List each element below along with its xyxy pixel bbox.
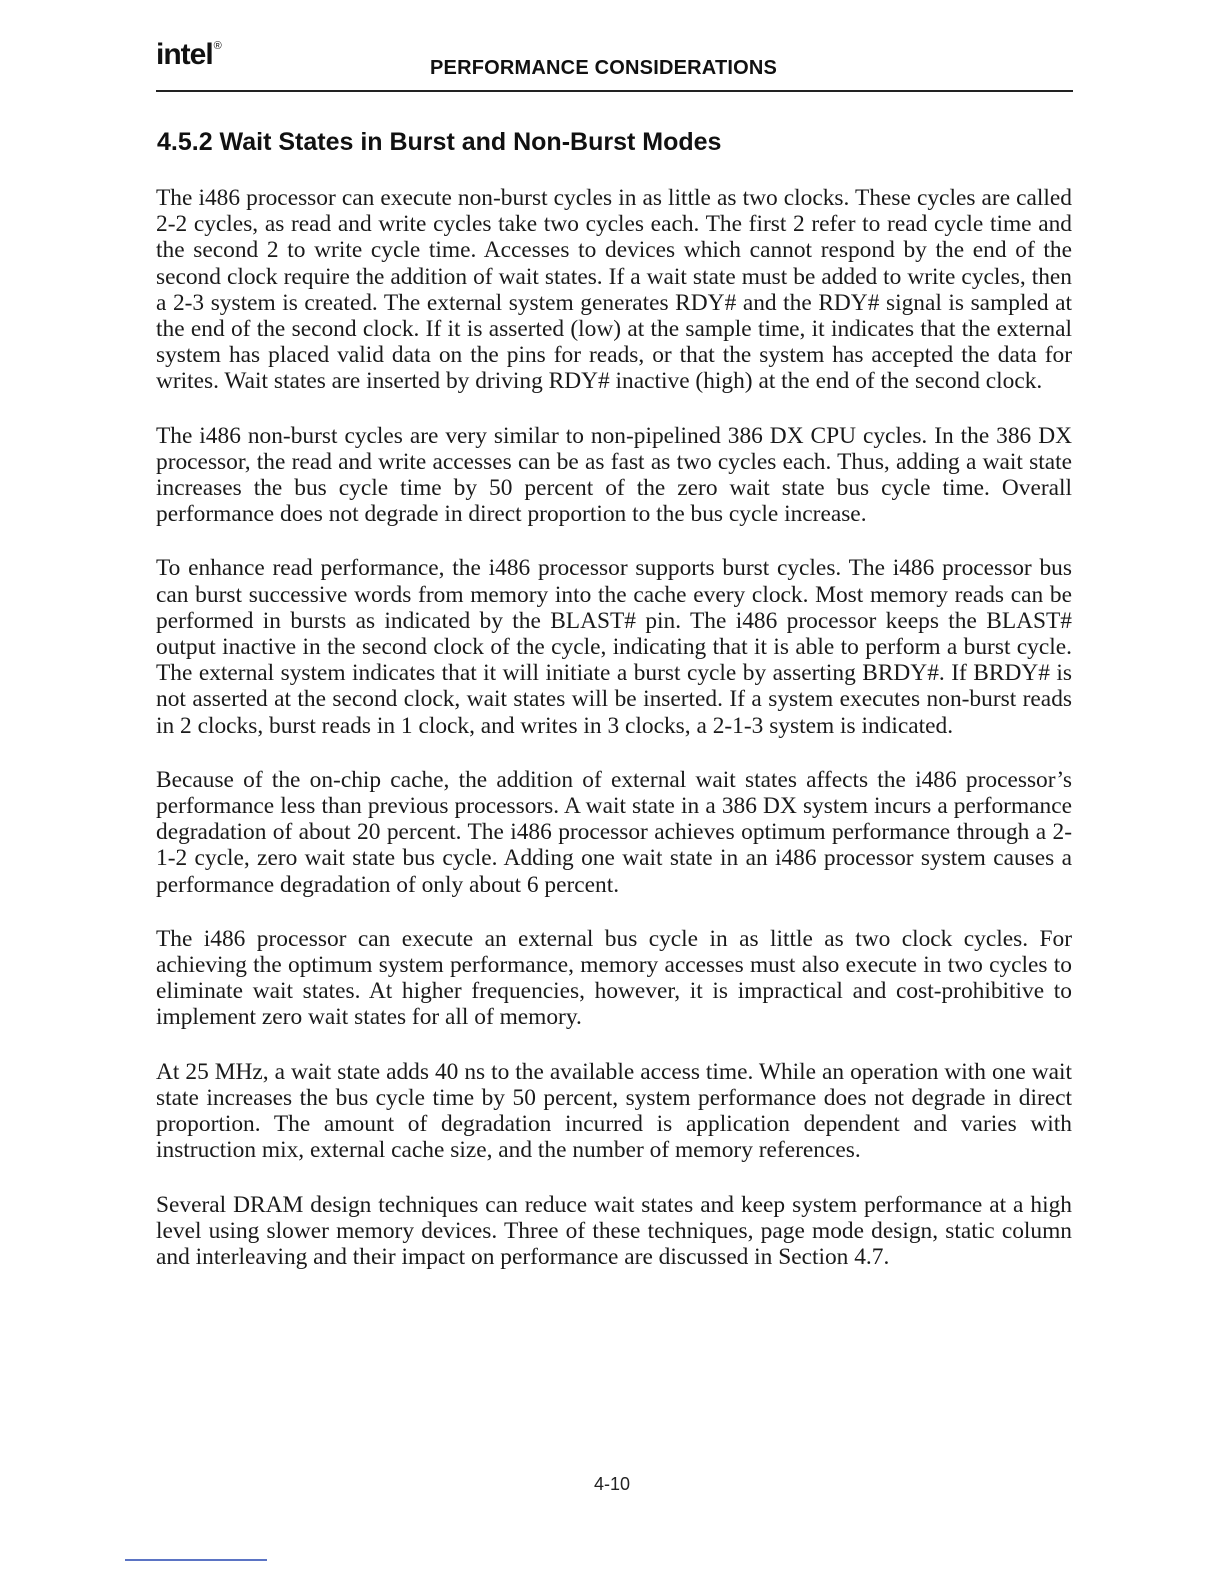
body-text [156, 185, 1072, 1298]
page-number: 4-10 [593, 1474, 631, 1494]
paragraph-6: At 25 MHz, a wait state adds 40 ns to the available access time. While an operation with one wait state increases the bus cycle time by 50 percent, system performance does not degrade in direct proportion. The amount of degradation incurred is application dependent and varies with instruction mix, external cache size, and the number of memory references. [156, 1058, 1072, 1164]
paragraph-4: Because of the on-chip cache, the addition of external wait states affects the i486 processor’s performance less than previous processors. A wait state in a 386 DX system incurs a performance degradation of about 20 percent. The i486 processor achieves optimum performance through a 2-1-2 cycle, zero wait state bus cycle. Adding one wait state in an i486 processor system causes a performance degradation of only about 6 percent. [156, 766, 1072, 898]
paragraph-1: The i486 processor can execute non-burst cycles in as little as two clocks. These cycles are called 2-2 cycles, as read and write cycles take two cycles each. The first 2 refer to read cycle time and the second 2 to write cycle time. Accesses to devices which cannot respond by the end of the second clock require the addition of wait states. If a wait state must be added to write cycles, then a 2-3 system is created. The external system generates RDY# and the RDY# signal is sampled at the end of the second clock. If it is asserted (low) at the sample time, it indicates that the external system has placed valid data on the pins for reads, or that the system has accepted the data for writes. Wait states are inserted by driving RDY# inactive (high) at the end of the second clock. [156, 185, 1072, 395]
registered-mark: ® [213, 40, 221, 52]
paragraph-5: The i486 processor can execute an external bus cycle in as little as two clock cycles. For achieving the optimum system performance, memory accesses must also execute in two cycles to eliminate wait states. At higher frequencies, however, it is impractical and cost-prohibitive to implement zero wait states for all of memory. [156, 925, 1072, 1031]
paragraph-2: The i486 non-burst cycles are very similar to non-pipelined 386 DX CPU cycles. In the 386 DX processor, the read and write accesses can be as fast as two cycles each. Thus, adding a wait state increases the bus cycle time by 50 percent of the zero wait state bus cycle time. Overall performance does not degrade in direct proportion to the bus cycle increase. [156, 422, 1072, 528]
header-rule [156, 90, 1073, 92]
paragraph-7: Several DRAM design techniques can reduce wait states and keep system performance at a high level using slower memory devices. Three of these techniques, page mode design, static column and interleaving and their impact on performance are discussed in Section 4.7. [156, 1191, 1072, 1270]
intel-logo [156, 38, 221, 72]
section-title: 4.5.2 Wait States in Burst and Non-Burst Modes [157, 128, 722, 156]
running-head: PERFORMANCE CONSIDERATIONS [430, 57, 778, 79]
paragraph-3: To enhance read performance, the i486 processor supports burst cycles. The i486 processor bus can burst successive words from memory into the cache every clock. Most memory reads can be performed in bursts as indicated by the BLAST# pin. The i486 processor keeps the BLAST# output inactive in the second clock of the cycle, indicating that it is able to perform a burst cycle. The external system indicates that it will initiate a burst cycle by asserting BRDY#. If BRDY# is not asserted at the second clock, wait states will be inserted. If a system executes non-burst reads in 2 clocks, burst reads in 1 clock, and writes in 3 clocks, a 2-1-3 system is indicated. [156, 555, 1072, 739]
bottom-edge-line [125, 1559, 267, 1561]
logo-text: intel [156, 38, 213, 71]
